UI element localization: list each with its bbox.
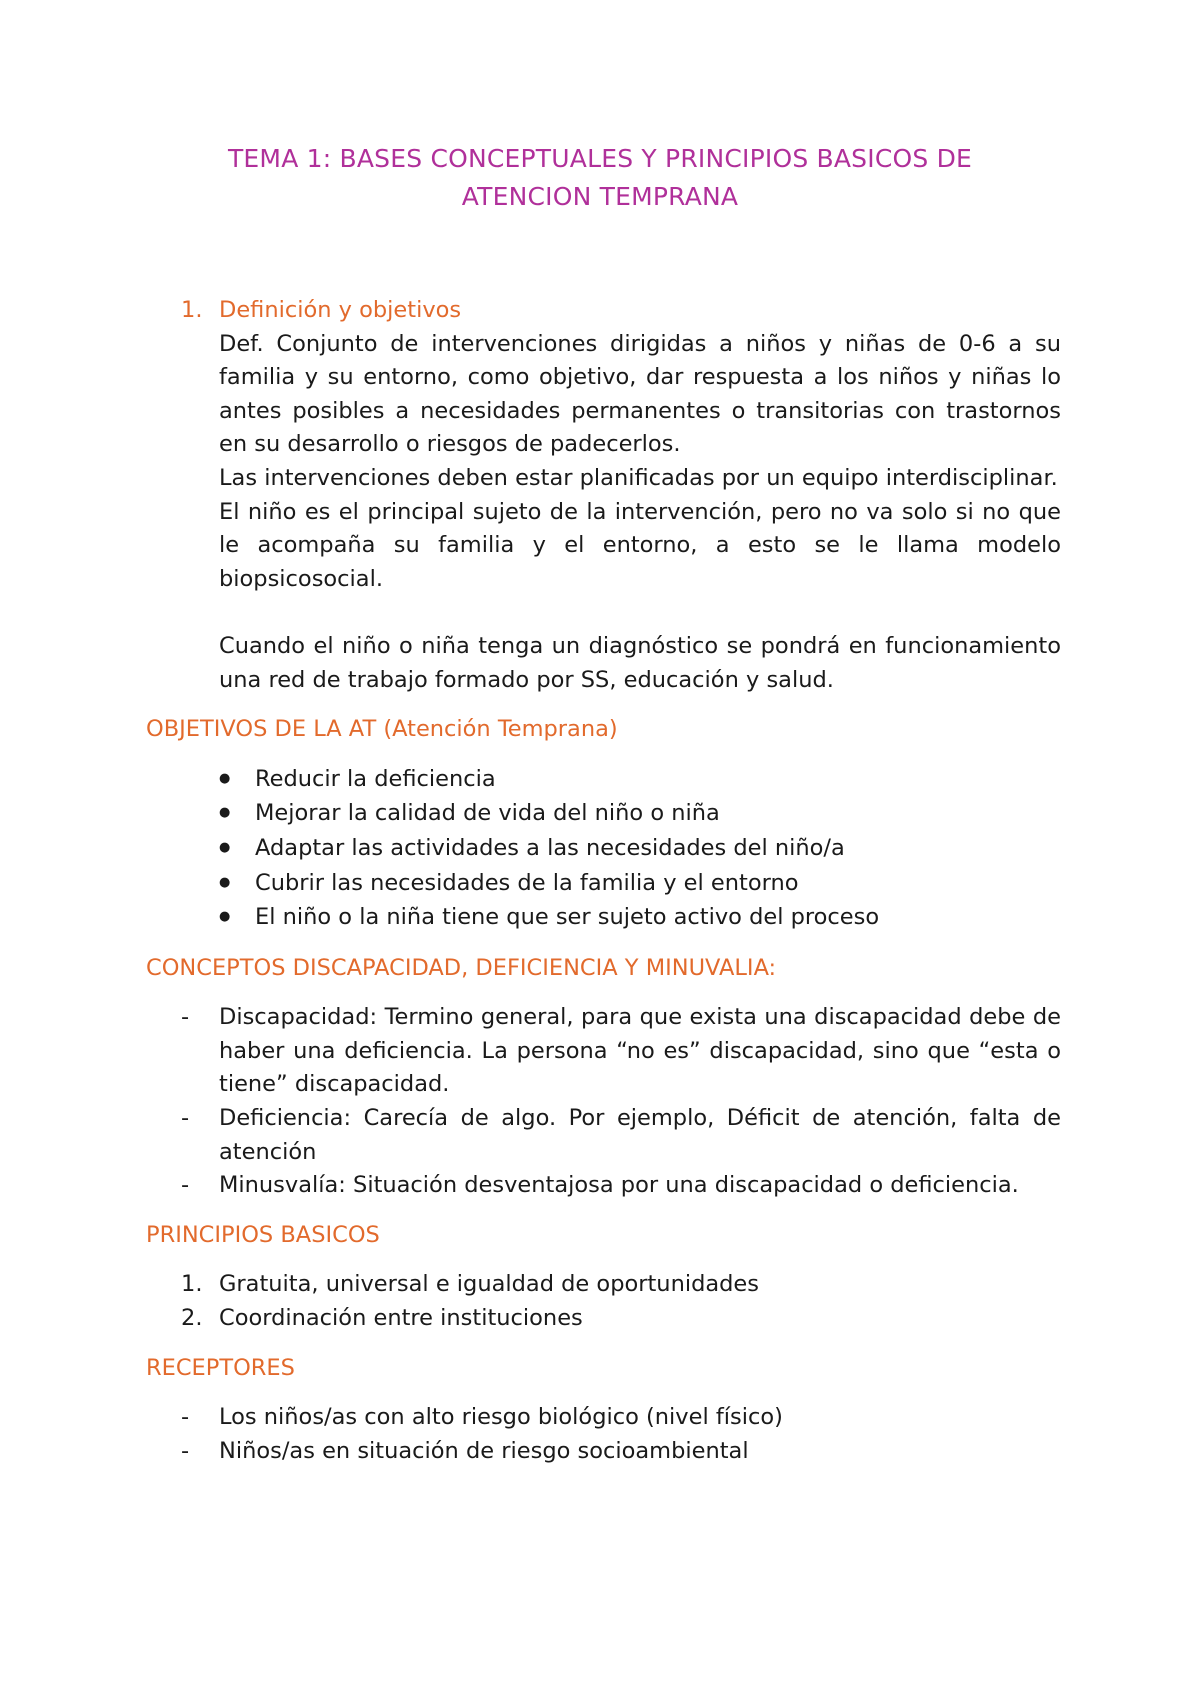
bullet-icon <box>146 867 255 902</box>
list-item-text: Mejorar la calidad de vida del niño o niña <box>255 800 720 827</box>
biopsychosocial-paragraph: El niño es el principal sujeto de la intervención, pero no va solo si no que le acompaña su familia y el entorno, a esto se le llama modelo biopsicosocial. <box>219 498 1061 592</box>
receptores-heading: RECEPTORES <box>146 1354 295 1381</box>
dash-marker: - <box>181 1004 190 1031</box>
definition-paragraph: Def. Conjunto de intervenciones dirigidas a niños y niñas de 0-6 a su familia y su entorno, como objetivo, dar respuesta a los niños y niñas lo antes posibles a necesidades permanentes o transitorias con trastornos en su desarrollo o riesgos de padecerlos. <box>219 330 1061 458</box>
document-body <box>146 294 1061 1468</box>
conceptos-heading: CONCEPTOS DISCAPACIDAD, DEFICIENCIA Y MINUVALIA: <box>146 954 777 981</box>
principios-list <box>146 1268 1061 1335</box>
section-1-title: Definición y objetivos <box>219 297 462 323</box>
section-1-number: 1. <box>181 297 203 323</box>
interventions-paragraph: Las intervenciones deben estar planificadas por un equipo interdisciplinar. <box>219 464 1058 491</box>
list-item <box>146 1001 1061 1102</box>
list-item <box>146 901 1061 936</box>
list-item <box>146 797 1061 832</box>
list-item <box>146 1401 1061 1435</box>
dash-marker: - <box>181 1172 190 1199</box>
list-item <box>146 763 1061 798</box>
bullet-icon <box>146 901 255 936</box>
title-line-2: ATENCION TEMPRANA <box>461 182 739 211</box>
list-item-text: Adaptar las actividades a las necesidades del niño/a <box>255 834 845 861</box>
diagnosis-paragraph: Cuando el niño o niña tenga un diagnóstico se pondrá en funcionamiento una red de trabajo formado por SS, educación y salud. <box>219 632 1061 693</box>
list-item-text: Deficiencia: Carecía de algo. Por ejemplo, Déficit de atención, falta de atención <box>219 1105 1061 1165</box>
list-item-text: El niño o la niña tiene que ser sujeto activo del proceso <box>255 904 880 931</box>
bullet-icon <box>146 797 255 832</box>
list-item-text: Los niños/as con alto riesgo biológico (nivel físico) <box>219 1404 783 1431</box>
list-item <box>146 1302 1061 1336</box>
list-item-text: Minusvalía: Situación desventajosa por una discapacidad o deficiencia. <box>219 1172 1019 1199</box>
dash-marker: - <box>181 1105 190 1132</box>
bullet-icon <box>146 832 255 867</box>
document-title <box>150 140 1050 216</box>
dash-marker: - <box>181 1437 190 1464</box>
bullet-icon <box>146 763 255 798</box>
list-item <box>146 867 1061 902</box>
list-item-text: Gratuita, universal e igualdad de oportunidades <box>219 1271 759 1298</box>
paragraph-spacer <box>146 596 1061 630</box>
list-item-text: Cubrir las necesidades de la familia y el entorno <box>255 869 799 896</box>
list-item-text: Niños/as en situación de riesgo socioambiental <box>219 1437 749 1464</box>
objetivos-heading: OBJETIVOS DE LA AT (Atención Temprana) <box>146 716 618 743</box>
list-item <box>146 1102 1061 1169</box>
list-number: 2. <box>181 1305 203 1332</box>
receptores-list <box>146 1401 1061 1468</box>
title-line-1: TEMA 1: BASES CONCEPTUALES Y PRINCIPIOS BASICOS DE <box>227 144 973 173</box>
objetivos-list <box>146 763 1061 936</box>
principios-heading: PRINCIPIOS BASICOS <box>146 1221 380 1248</box>
list-item <box>146 1268 1061 1302</box>
list-item-text: Coordinación entre instituciones <box>219 1305 583 1332</box>
list-item <box>146 832 1061 867</box>
dash-marker: - <box>181 1404 190 1431</box>
section-1-heading <box>146 294 1061 328</box>
list-item <box>146 1169 1061 1203</box>
list-number: 1. <box>181 1271 203 1298</box>
list-item-text: Discapacidad: Termino general, para que exista una discapacidad debe de haber una deficiencia. La persona “no es” discapacidad, sino que “esta o tiene” discapacidad. <box>219 1004 1061 1098</box>
conceptos-list <box>146 1001 1061 1203</box>
list-item-text: Reducir la deficiencia <box>255 765 496 792</box>
list-item <box>146 1435 1061 1469</box>
